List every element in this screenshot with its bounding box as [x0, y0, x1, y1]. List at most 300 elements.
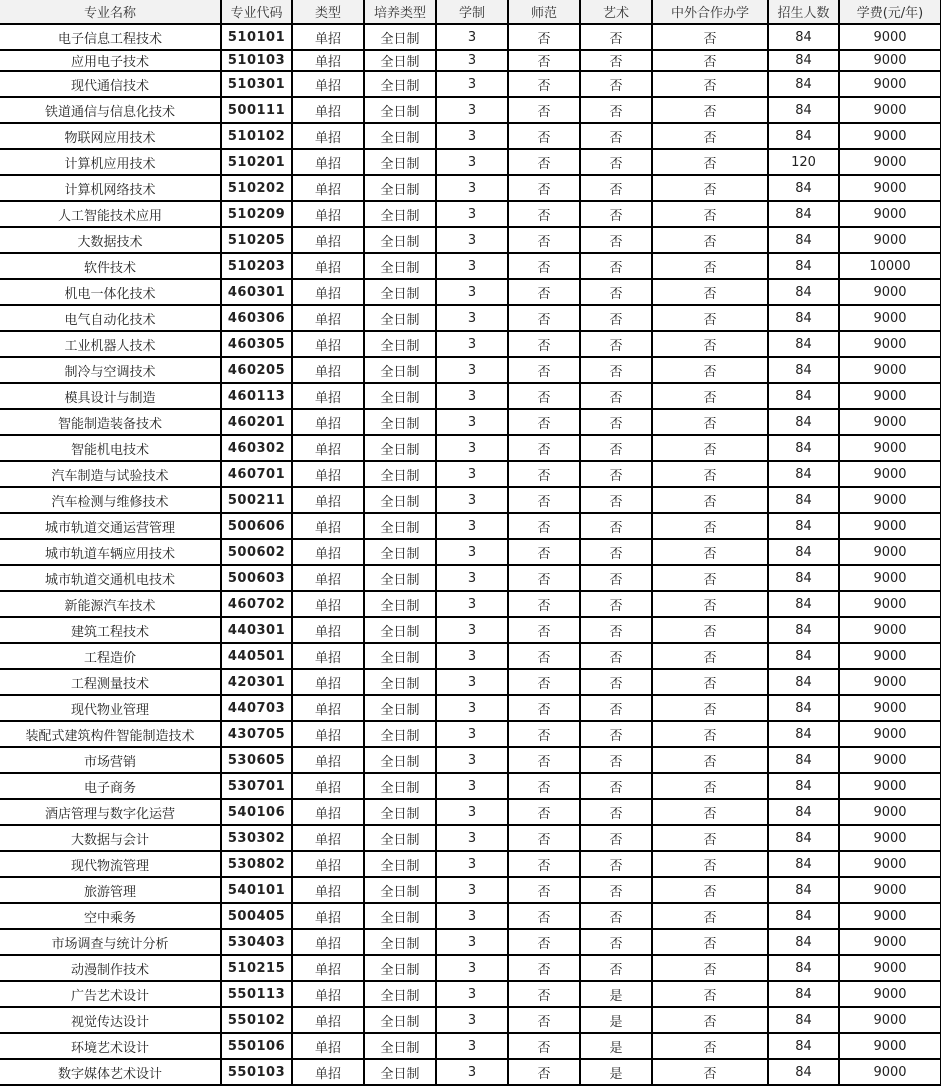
major-code-cell: 510103	[221, 50, 292, 71]
type-cell: 单招	[292, 461, 364, 487]
study-mode-cell: 全日制	[364, 981, 436, 1007]
normal-cell: 否	[508, 305, 580, 331]
major-name-cell: 酒店管理与数字化运营	[0, 799, 221, 825]
years-cell: 3	[436, 513, 508, 539]
major-name-cell: 环境艺术设计	[0, 1033, 221, 1059]
table-row	[0, 721, 941, 747]
major-code-cell: 540101	[221, 877, 292, 903]
quota-cell: 84	[768, 825, 839, 851]
art-cell: 否	[580, 903, 652, 929]
cooperation-cell: 否	[652, 981, 768, 1007]
study-mode-cell: 全日制	[364, 1033, 436, 1059]
type-cell: 单招	[292, 331, 364, 357]
years-cell: 3	[436, 643, 508, 669]
quota-cell: 84	[768, 279, 839, 305]
study-mode-cell: 全日制	[364, 591, 436, 617]
quota-cell: 84	[768, 565, 839, 591]
major-name-cell: 电子商务	[0, 773, 221, 799]
normal-cell: 否	[508, 227, 580, 253]
cooperation-cell: 否	[652, 695, 768, 721]
study-mode-cell: 全日制	[364, 97, 436, 123]
years-cell: 3	[436, 669, 508, 695]
type-cell: 单招	[292, 71, 364, 97]
major-code-cell: 460302	[221, 435, 292, 461]
normal-cell: 否	[508, 149, 580, 175]
type-cell: 单招	[292, 1007, 364, 1033]
cooperation-cell: 否	[652, 253, 768, 279]
major-name-cell: 应用电子技术	[0, 50, 221, 71]
table-row	[0, 357, 941, 383]
major-name-cell: 新能源汽车技术	[0, 591, 221, 617]
art-cell: 否	[580, 227, 652, 253]
cooperation-cell: 否	[652, 409, 768, 435]
fee-cell: 9000	[839, 461, 941, 487]
major-code-cell: 530701	[221, 773, 292, 799]
table-row	[0, 409, 941, 435]
cooperation-cell: 否	[652, 539, 768, 565]
quota-cell: 84	[768, 175, 839, 201]
years-cell: 3	[436, 461, 508, 487]
major-name-cell: 智能制造装备技术	[0, 409, 221, 435]
type-cell: 单招	[292, 1033, 364, 1059]
fee-cell: 9000	[839, 97, 941, 123]
study-mode-cell: 全日制	[364, 1059, 436, 1085]
study-mode-cell: 全日制	[364, 71, 436, 97]
major-name-cell: 人工智能技术应用	[0, 201, 221, 227]
normal-cell: 否	[508, 747, 580, 773]
type-cell: 单招	[292, 409, 364, 435]
cooperation-cell: 否	[652, 643, 768, 669]
study-mode-cell: 全日制	[364, 877, 436, 903]
type-cell: 单招	[292, 279, 364, 305]
fee-cell: 9000	[839, 721, 941, 747]
header-fee: 学费(元/年)	[839, 0, 941, 24]
fee-cell: 9000	[839, 955, 941, 981]
years-cell: 3	[436, 435, 508, 461]
art-cell: 否	[580, 149, 652, 175]
type-cell: 单招	[292, 773, 364, 799]
normal-cell: 否	[508, 435, 580, 461]
major-code-cell: 500211	[221, 487, 292, 513]
cooperation-cell: 否	[652, 929, 768, 955]
normal-cell: 否	[508, 97, 580, 123]
quota-cell: 84	[768, 331, 839, 357]
major-name-cell: 城市轨道车辆应用技术	[0, 539, 221, 565]
major-name-cell: 数字媒体艺术设计	[0, 1059, 221, 1085]
study-mode-cell: 全日制	[364, 175, 436, 201]
study-mode-cell: 全日制	[364, 851, 436, 877]
art-cell: 否	[580, 539, 652, 565]
major-name-cell: 建筑工程技术	[0, 617, 221, 643]
fee-cell: 9000	[839, 1007, 941, 1033]
quota-cell: 84	[768, 253, 839, 279]
study-mode-cell: 全日制	[364, 357, 436, 383]
years-cell: 3	[436, 97, 508, 123]
art-cell: 否	[580, 383, 652, 409]
cooperation-cell: 否	[652, 877, 768, 903]
fee-cell: 9000	[839, 357, 941, 383]
table-row	[0, 825, 941, 851]
fee-cell: 9000	[839, 50, 941, 71]
study-mode-cell: 全日制	[364, 643, 436, 669]
cooperation-cell: 否	[652, 669, 768, 695]
type-cell: 单招	[292, 669, 364, 695]
normal-cell: 否	[508, 409, 580, 435]
type-cell: 单招	[292, 981, 364, 1007]
table-row	[0, 1007, 941, 1033]
art-cell: 否	[580, 513, 652, 539]
years-cell: 3	[436, 565, 508, 591]
art-cell: 否	[580, 97, 652, 123]
quota-cell: 120	[768, 149, 839, 175]
study-mode-cell: 全日制	[364, 409, 436, 435]
cooperation-cell: 否	[652, 305, 768, 331]
major-name-cell: 计算机应用技术	[0, 149, 221, 175]
cooperation-cell: 否	[652, 955, 768, 981]
quota-cell: 84	[768, 123, 839, 149]
type-cell: 单招	[292, 201, 364, 227]
quota-cell: 84	[768, 617, 839, 643]
art-cell: 否	[580, 669, 652, 695]
table-row	[0, 71, 941, 97]
type-cell: 单招	[292, 903, 364, 929]
years-cell: 3	[436, 227, 508, 253]
years-cell: 3	[436, 591, 508, 617]
table-body	[0, 24, 941, 1085]
fee-cell: 9000	[839, 201, 941, 227]
major-code-cell: 540106	[221, 799, 292, 825]
major-name-cell: 计算机网络技术	[0, 175, 221, 201]
quota-cell: 84	[768, 513, 839, 539]
table-row	[0, 591, 941, 617]
header-major-name: 专业名称	[0, 0, 221, 24]
table-row	[0, 175, 941, 201]
major-name-cell: 大数据与会计	[0, 825, 221, 851]
study-mode-cell: 全日制	[364, 903, 436, 929]
years-cell: 3	[436, 539, 508, 565]
table-row	[0, 955, 941, 981]
fee-cell: 9000	[839, 643, 941, 669]
table-row	[0, 617, 941, 643]
fee-cell: 9000	[839, 331, 941, 357]
quota-cell: 84	[768, 851, 839, 877]
art-cell: 否	[580, 929, 652, 955]
years-cell: 3	[436, 253, 508, 279]
major-code-cell: 510205	[221, 227, 292, 253]
normal-cell: 否	[508, 24, 580, 50]
study-mode-cell: 全日制	[364, 50, 436, 71]
years-cell: 3	[436, 955, 508, 981]
type-cell: 单招	[292, 383, 364, 409]
quota-cell: 84	[768, 97, 839, 123]
study-mode-cell: 全日制	[364, 279, 436, 305]
table-row	[0, 227, 941, 253]
type-cell: 单招	[292, 305, 364, 331]
study-mode-cell: 全日制	[364, 721, 436, 747]
major-name-cell: 电子信息工程技术	[0, 24, 221, 50]
major-name-cell: 大数据技术	[0, 227, 221, 253]
quota-cell: 84	[768, 24, 839, 50]
major-code-cell: 510102	[221, 123, 292, 149]
study-mode-cell: 全日制	[364, 695, 436, 721]
table-row	[0, 383, 941, 409]
cooperation-cell: 否	[652, 435, 768, 461]
normal-cell: 否	[508, 929, 580, 955]
type-cell: 单招	[292, 24, 364, 50]
years-cell: 3	[436, 1007, 508, 1033]
table-row	[0, 513, 941, 539]
study-mode-cell: 全日制	[364, 435, 436, 461]
fee-cell: 9000	[839, 279, 941, 305]
art-cell: 否	[580, 461, 652, 487]
major-name-cell: 物联网应用技术	[0, 123, 221, 149]
table-row	[0, 435, 941, 461]
years-cell: 3	[436, 279, 508, 305]
type-cell: 单招	[292, 175, 364, 201]
study-mode-cell: 全日制	[364, 253, 436, 279]
table-row	[0, 799, 941, 825]
fee-cell: 9000	[839, 435, 941, 461]
major-code-cell: 500111	[221, 97, 292, 123]
cooperation-cell: 否	[652, 175, 768, 201]
table-row	[0, 253, 941, 279]
art-cell: 否	[580, 591, 652, 617]
fee-cell: 9000	[839, 227, 941, 253]
major-code-cell: 510215	[221, 955, 292, 981]
normal-cell: 否	[508, 695, 580, 721]
major-name-cell: 城市轨道交通运营管理	[0, 513, 221, 539]
years-cell: 3	[436, 981, 508, 1007]
normal-cell: 否	[508, 617, 580, 643]
fee-cell: 9000	[839, 149, 941, 175]
table-row	[0, 903, 941, 929]
type-cell: 单招	[292, 643, 364, 669]
fee-cell: 9000	[839, 1033, 941, 1059]
major-name-cell: 工程造价	[0, 643, 221, 669]
type-cell: 单招	[292, 747, 364, 773]
type-cell: 单招	[292, 721, 364, 747]
fee-cell: 9000	[839, 487, 941, 513]
major-code-cell: 550102	[221, 1007, 292, 1033]
study-mode-cell: 全日制	[364, 747, 436, 773]
normal-cell: 否	[508, 851, 580, 877]
major-code-cell: 510301	[221, 71, 292, 97]
major-code-cell: 510203	[221, 253, 292, 279]
table-row	[0, 747, 941, 773]
major-name-cell: 工业机器人技术	[0, 331, 221, 357]
table-row	[0, 24, 941, 50]
type-cell: 单招	[292, 617, 364, 643]
table-row	[0, 279, 941, 305]
quota-cell: 84	[768, 877, 839, 903]
normal-cell: 否	[508, 201, 580, 227]
art-cell: 否	[580, 747, 652, 773]
art-cell: 是	[580, 1007, 652, 1033]
table-row	[0, 305, 941, 331]
quota-cell: 84	[768, 71, 839, 97]
fee-cell: 9000	[839, 513, 941, 539]
study-mode-cell: 全日制	[364, 305, 436, 331]
major-name-cell: 现代通信技术	[0, 71, 221, 97]
major-name-cell: 电气自动化技术	[0, 305, 221, 331]
years-cell: 3	[436, 50, 508, 71]
fee-cell: 9000	[839, 799, 941, 825]
major-code-cell: 460701	[221, 461, 292, 487]
years-cell: 3	[436, 929, 508, 955]
study-mode-cell: 全日制	[364, 929, 436, 955]
table-row	[0, 929, 941, 955]
major-code-cell: 460702	[221, 591, 292, 617]
years-cell: 3	[436, 487, 508, 513]
major-code-cell: 460205	[221, 357, 292, 383]
table-row	[0, 1059, 941, 1085]
fee-cell: 9000	[839, 539, 941, 565]
major-code-cell: 530605	[221, 747, 292, 773]
art-cell: 否	[580, 851, 652, 877]
quota-cell: 84	[768, 955, 839, 981]
table-row	[0, 643, 941, 669]
art-cell: 否	[580, 487, 652, 513]
study-mode-cell: 全日制	[364, 1007, 436, 1033]
table-row	[0, 773, 941, 799]
major-name-cell: 铁道通信与信息化技术	[0, 97, 221, 123]
major-code-cell: 460113	[221, 383, 292, 409]
quota-cell: 84	[768, 487, 839, 513]
cooperation-cell: 否	[652, 721, 768, 747]
normal-cell: 否	[508, 773, 580, 799]
quota-cell: 84	[768, 227, 839, 253]
cooperation-cell: 否	[652, 591, 768, 617]
quota-cell: 84	[768, 305, 839, 331]
quota-cell: 84	[768, 1007, 839, 1033]
art-cell: 否	[580, 721, 652, 747]
years-cell: 3	[436, 721, 508, 747]
normal-cell: 否	[508, 253, 580, 279]
art-cell: 是	[580, 981, 652, 1007]
fee-cell: 9000	[839, 851, 941, 877]
major-code-cell: 510209	[221, 201, 292, 227]
fee-cell: 9000	[839, 24, 941, 50]
cooperation-cell: 否	[652, 903, 768, 929]
type-cell: 单招	[292, 591, 364, 617]
normal-cell: 否	[508, 981, 580, 1007]
type-cell: 单招	[292, 539, 364, 565]
years-cell: 3	[436, 409, 508, 435]
quota-cell: 84	[768, 461, 839, 487]
art-cell: 否	[580, 877, 652, 903]
major-name-cell: 制冷与空调技术	[0, 357, 221, 383]
major-code-cell: 510202	[221, 175, 292, 201]
years-cell: 3	[436, 877, 508, 903]
years-cell: 3	[436, 1059, 508, 1085]
fee-cell: 9000	[839, 409, 941, 435]
major-name-cell: 动漫制作技术	[0, 955, 221, 981]
study-mode-cell: 全日制	[364, 539, 436, 565]
fee-cell: 9000	[839, 773, 941, 799]
major-code-cell: 440703	[221, 695, 292, 721]
normal-cell: 否	[508, 877, 580, 903]
fee-cell: 9000	[839, 383, 941, 409]
normal-cell: 否	[508, 1033, 580, 1059]
type-cell: 单招	[292, 149, 364, 175]
art-cell: 否	[580, 643, 652, 669]
header-cooperation: 中外合作办学	[652, 0, 768, 24]
table-row	[0, 565, 941, 591]
major-name-cell: 广告艺术设计	[0, 981, 221, 1007]
normal-cell: 否	[508, 331, 580, 357]
cooperation-cell: 否	[652, 773, 768, 799]
major-code-cell: 440501	[221, 643, 292, 669]
quota-cell: 84	[768, 383, 839, 409]
quota-cell: 84	[768, 591, 839, 617]
header-study-mode: 培养类型	[364, 0, 436, 24]
table-row	[0, 331, 941, 357]
table-row	[0, 877, 941, 903]
cooperation-cell: 否	[652, 97, 768, 123]
major-code-cell: 500602	[221, 539, 292, 565]
study-mode-cell: 全日制	[364, 123, 436, 149]
art-cell: 否	[580, 955, 652, 981]
major-name-cell: 机电一体化技术	[0, 279, 221, 305]
header-normal: 师范	[508, 0, 580, 24]
art-cell: 否	[580, 773, 652, 799]
normal-cell: 否	[508, 825, 580, 851]
type-cell: 单招	[292, 877, 364, 903]
cooperation-cell: 否	[652, 617, 768, 643]
major-name-cell: 模具设计与制造	[0, 383, 221, 409]
table-row	[0, 50, 941, 71]
study-mode-cell: 全日制	[364, 565, 436, 591]
art-cell: 否	[580, 175, 652, 201]
normal-cell: 否	[508, 383, 580, 409]
art-cell: 否	[580, 357, 652, 383]
fee-cell: 9000	[839, 695, 941, 721]
study-mode-cell: 全日制	[364, 825, 436, 851]
fee-cell: 9000	[839, 669, 941, 695]
study-mode-cell: 全日制	[364, 227, 436, 253]
table-row	[0, 487, 941, 513]
years-cell: 3	[436, 71, 508, 97]
header-years: 学制	[436, 0, 508, 24]
art-cell: 否	[580, 279, 652, 305]
cooperation-cell: 否	[652, 149, 768, 175]
normal-cell: 否	[508, 539, 580, 565]
study-mode-cell: 全日制	[364, 331, 436, 357]
years-cell: 3	[436, 331, 508, 357]
major-code-cell: 500405	[221, 903, 292, 929]
normal-cell: 否	[508, 279, 580, 305]
major-name-cell: 装配式建筑构件智能制造技术	[0, 721, 221, 747]
art-cell: 否	[580, 409, 652, 435]
major-code-cell: 460305	[221, 331, 292, 357]
major-name-cell: 现代物业管理	[0, 695, 221, 721]
quota-cell: 84	[768, 721, 839, 747]
study-mode-cell: 全日制	[364, 24, 436, 50]
fee-cell: 9000	[839, 903, 941, 929]
normal-cell: 否	[508, 123, 580, 149]
years-cell: 3	[436, 747, 508, 773]
type-cell: 单招	[292, 799, 364, 825]
major-code-cell: 530403	[221, 929, 292, 955]
quota-cell: 84	[768, 799, 839, 825]
years-cell: 3	[436, 695, 508, 721]
major-name-cell: 旅游管理	[0, 877, 221, 903]
normal-cell: 否	[508, 71, 580, 97]
normal-cell: 否	[508, 357, 580, 383]
type-cell: 单招	[292, 435, 364, 461]
major-code-cell: 550103	[221, 1059, 292, 1085]
cooperation-cell: 否	[652, 50, 768, 71]
